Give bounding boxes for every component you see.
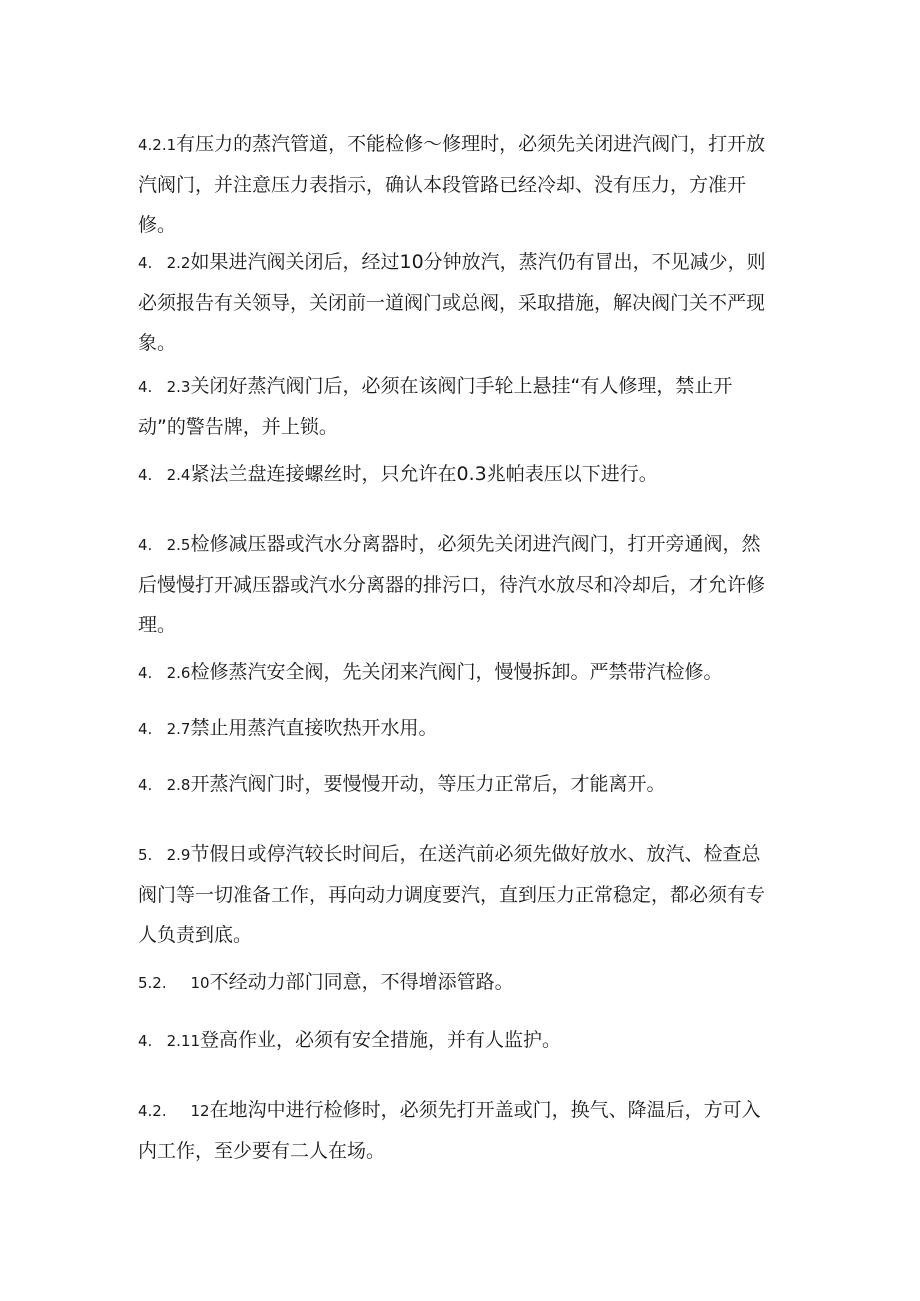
clause-text: 登高作业，必须有安全措施，并有人监护。 [200, 1029, 562, 1051]
clause-number: 4. 2.3 [138, 378, 191, 396]
clause-number: 4. 2.7 [138, 720, 191, 738]
clause-text: 在地沟中进行检修时，必须先打开盖或门，换气、降温后，方可入内工作，至少要有二人在场。 [138, 1099, 761, 1162]
clause-4-2-6 [138, 652, 778, 693]
clause-number: 5.2. 10 [138, 974, 210, 992]
clause-text: 有压力的蒸汽管道，不能检修～修理时，必须先关闭进汽阀门，打开放汽阀门，并注意压力表指示，确认本段管路已经冷却、没有压力，方准开修。 [138, 133, 766, 236]
clause-number: 4. 2.8 [138, 776, 191, 794]
clause-text: 开蒸汽阀门时，要慢慢开动，等压力正常后，才能离开。 [190, 773, 666, 795]
clause-number: 4. 2.11 [138, 1032, 201, 1050]
clause-text: 如果进汽阀关闭后，经过10分钟放汽，蒸汽仍有冒出，不见减少，则必须报告有关领导，关闭前一道阀门或总阀，采取措施，解决阀门关不严现象。 [138, 251, 766, 354]
clause-4-2-4 [138, 454, 778, 495]
clause-text: 检修蒸汽安全阀，先关闭来汽阀门，慢慢拆卸。严禁带汽检修。 [190, 661, 723, 683]
clause-number: 4.2.1 [138, 136, 177, 154]
clause-text: 检修减压器或汽水分离器时，必须先关闭进汽阀门，打开旁通阀，然后慢慢打开减压器或汽水分离器的排污口，待汽水放尽和冷却后，才允许修理。 [138, 533, 766, 636]
clause-text: 关闭好蒸汽阀门后，必须在该阀门手轮上悬挂“有人修理，禁止开动”的警告牌，并上锁。 [138, 375, 733, 438]
clause-text: 节假日或停汽较长时间后，在送汽前必须先做好放水、放汽、检查总阀门等一切准备工作，再向动力调度要汽，直到压力正常稳定，都必须有专人负责到底。 [138, 843, 766, 946]
clause-4-2-8 [138, 764, 778, 805]
clause-number: 4. 2.2 [138, 254, 191, 272]
clause-4-2-5 [138, 524, 778, 645]
clause-4-2-11 [138, 1020, 778, 1061]
clause-4-2-3 [138, 366, 778, 447]
clause-4-2-1 [138, 124, 778, 245]
clause-4-2-2 [138, 242, 778, 363]
clause-text: 紧法兰盘连接螺丝时，只允许在0.3兆帕表压以下进行。 [190, 463, 658, 485]
clause-5-2-10 [138, 962, 778, 1003]
clause-number: 4. 2.6 [138, 664, 191, 682]
clause-text: 不经动力部门同意，不得增添管路。 [209, 971, 514, 993]
clause-4-2-7 [138, 708, 778, 749]
clause-number: 5. 2.9 [138, 846, 191, 864]
clause-number: 4. 2.5 [138, 536, 191, 554]
clause-4-2-12 [138, 1090, 778, 1171]
clause-number: 4. 2.4 [138, 466, 191, 484]
clause-number: 4.2. 12 [138, 1102, 210, 1120]
clause-text: 禁止用蒸汽直接吹热开水用。 [190, 717, 438, 739]
clause-5-2-9 [138, 834, 778, 955]
